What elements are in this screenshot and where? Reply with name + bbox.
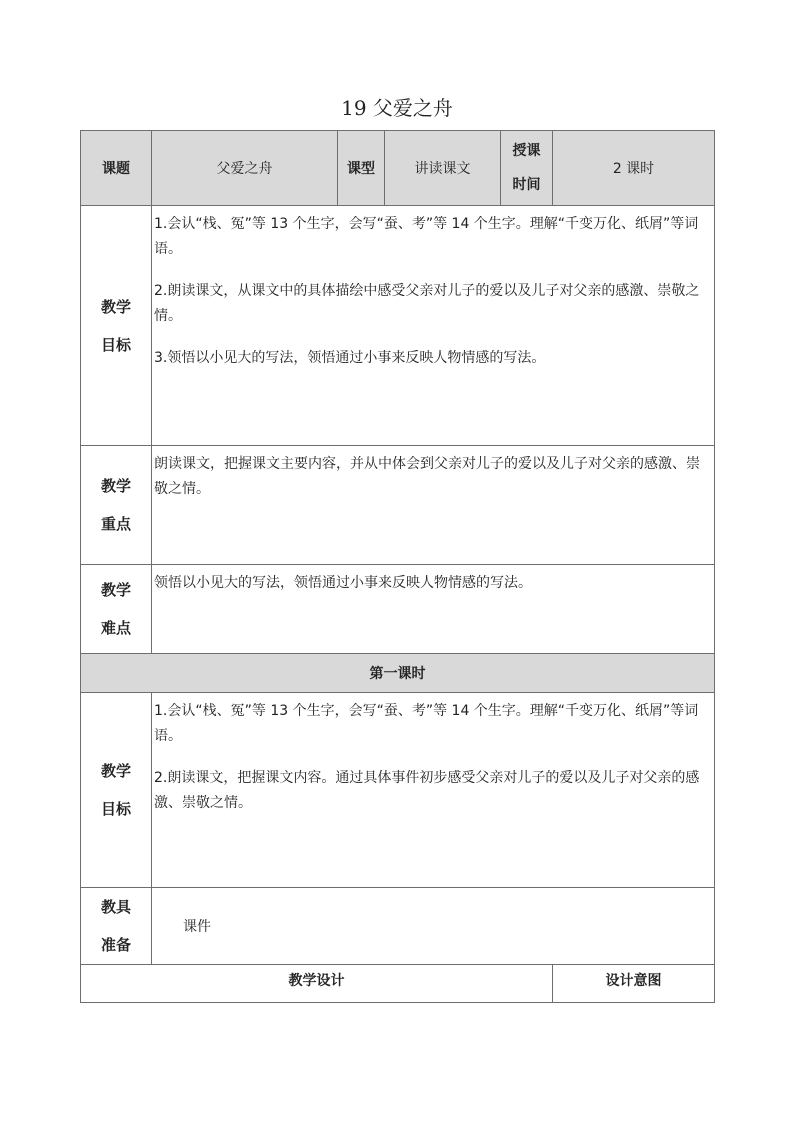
lesson1-goals-content bbox=[152, 693, 715, 888]
difficulties-content bbox=[152, 565, 715, 654]
design-header-row bbox=[81, 965, 715, 1003]
goals-content bbox=[152, 206, 715, 446]
difficulties-label bbox=[81, 565, 152, 654]
goals-label bbox=[81, 206, 152, 446]
key-points-label bbox=[81, 446, 152, 565]
key-points-label-line2: 重点 bbox=[100, 515, 131, 533]
time-label bbox=[501, 131, 553, 206]
design-label: 教学设计 bbox=[81, 965, 553, 1003]
materials-label bbox=[81, 888, 152, 965]
type-label: 课型 bbox=[338, 131, 385, 206]
time-label-line2: 时间 bbox=[512, 177, 541, 193]
lesson1-goal-item: 2.朗读课文，把握课文内容。通过具体事件初步感受父亲对儿子的爱以及儿子对父亲的感激、崇敬之情。 bbox=[154, 770, 700, 811]
key-points-row bbox=[81, 446, 715, 565]
materials-value: 课件 bbox=[152, 888, 715, 965]
type-value: 讲读课文 bbox=[385, 131, 501, 206]
difficulties-text: 领悟以小见大的写法，领悟通过小事来反映人物情感的写法。 bbox=[154, 575, 532, 591]
goal-item: 2.朗读课文，从课文中的具体描绘中感受父亲对儿子的爱以及儿子对父亲的感激、崇敬之情。 bbox=[154, 283, 700, 324]
materials-row bbox=[81, 888, 715, 965]
goal-item: 3.领悟以小见大的写法，领悟通过小事来反映人物情感的写法。 bbox=[154, 350, 546, 366]
time-value: 2 课时 bbox=[553, 131, 715, 206]
materials-label-line2: 准备 bbox=[100, 936, 131, 954]
materials-label-line1: 教具 bbox=[100, 898, 131, 916]
goals-label-line2: 目标 bbox=[100, 335, 131, 354]
lesson1-goals-row bbox=[81, 693, 715, 888]
lesson-plan-table bbox=[80, 130, 715, 1003]
header-row bbox=[81, 131, 715, 206]
key-points-text: 朗读课文，把握课文主要内容，并从中体会到父亲对儿子的爱以及儿子对父亲的感激、崇敬之情。 bbox=[154, 456, 700, 497]
lesson1-goals-label-line1: 教学 bbox=[100, 762, 131, 780]
page-title: 19 父爱之舟 bbox=[341, 96, 453, 120]
topic-value: 父爱之舟 bbox=[152, 131, 338, 206]
goals-row bbox=[81, 206, 715, 446]
goals-label-line1: 教学 bbox=[100, 297, 131, 316]
lesson1-goals-label-line2: 目标 bbox=[100, 800, 131, 818]
lesson1-heading-row bbox=[81, 654, 715, 693]
lesson1-goals-label bbox=[81, 693, 152, 888]
lesson1-goal-item: 1.会认“栈、冤”等 13 个生字，会写“蚕、考”等 14 个生字。理解“千变万化、纸屑”等词语。 bbox=[154, 703, 699, 744]
intent-label: 设计意图 bbox=[553, 965, 715, 1003]
difficulties-label-line2: 难点 bbox=[100, 619, 131, 637]
key-points-content bbox=[152, 446, 715, 565]
key-points-label-line1: 教学 bbox=[100, 477, 131, 495]
goal-item: 1.会认“栈、冤”等 13 个生字，会写“蚕、考”等 14 个生字。理解“千变万化、纸屑”等词语。 bbox=[154, 216, 699, 257]
difficulties-row bbox=[81, 565, 715, 654]
difficulties-label-line1: 教学 bbox=[100, 581, 131, 599]
topic-label: 课题 bbox=[81, 131, 152, 206]
time-label-line1: 授课 bbox=[512, 143, 541, 159]
lesson1-heading: 第一课时 bbox=[81, 654, 715, 693]
